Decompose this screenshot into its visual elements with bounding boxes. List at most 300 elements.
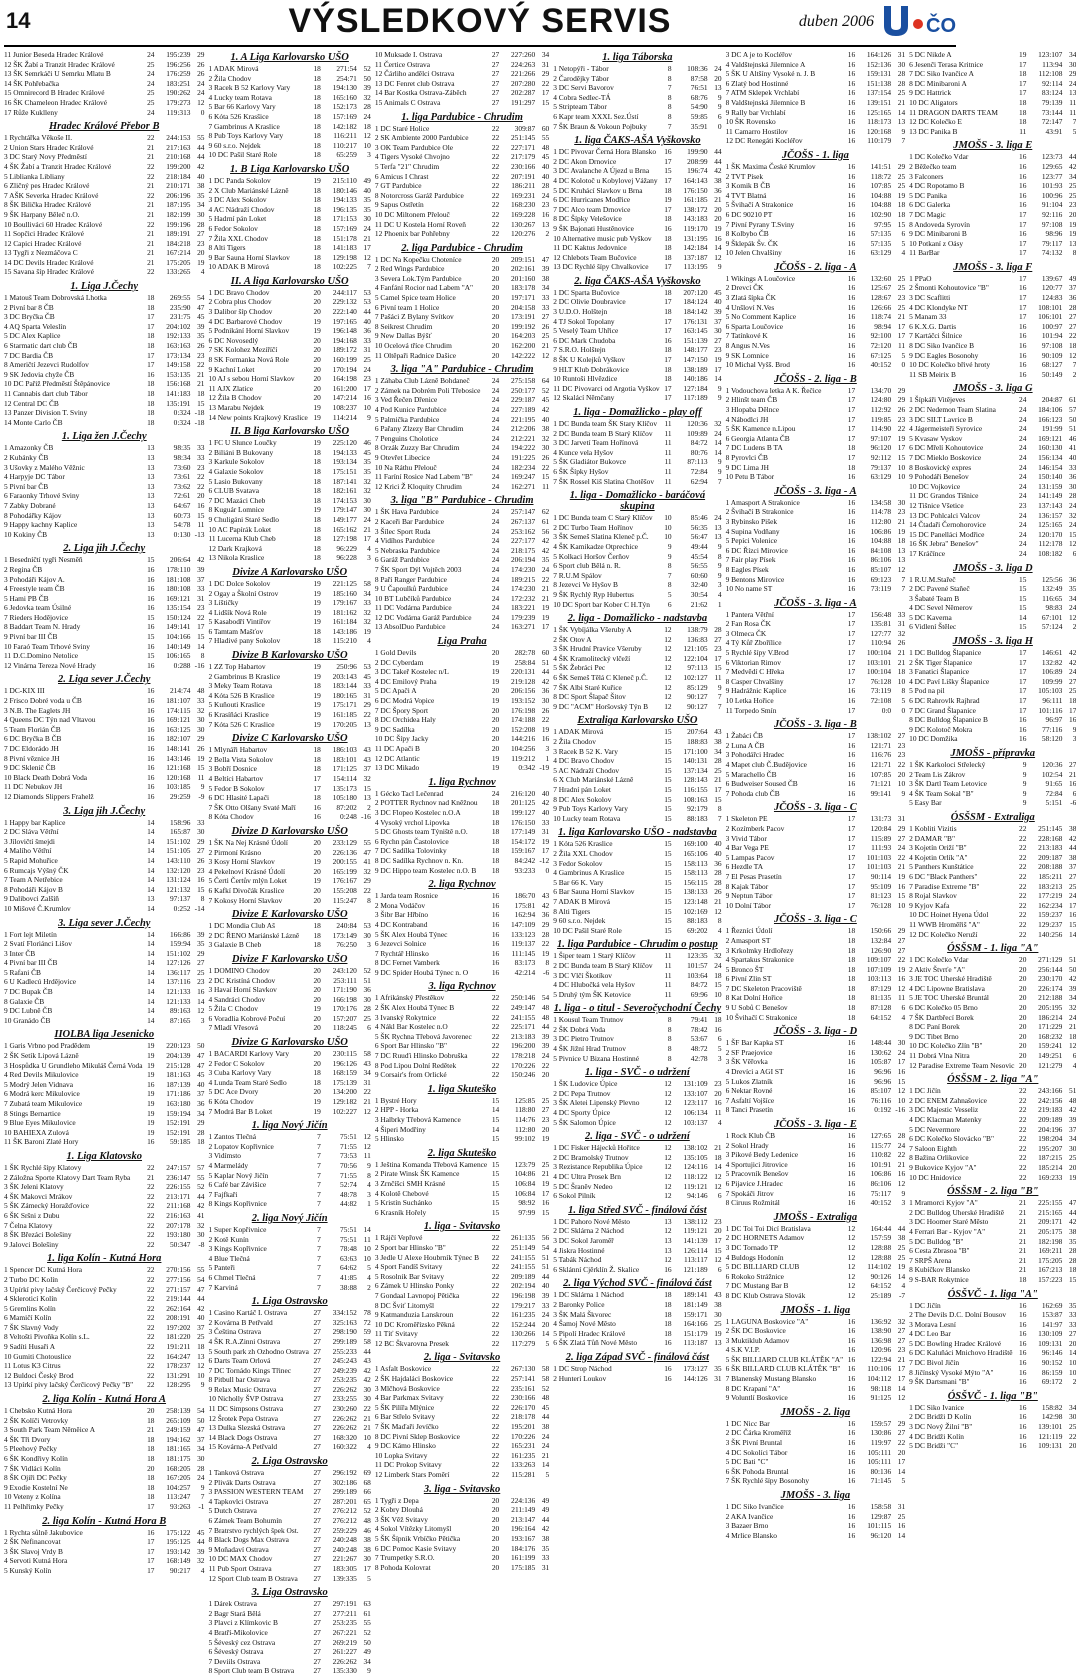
table-row: [726, 239, 906, 249]
league-table: [553, 1003, 721, 1063]
games-played: 27: [313, 1413, 321, 1423]
score: 159:194: [166, 1108, 191, 1118]
team-name: 9 ŠK Bajonati Hustěnovice: [553, 223, 634, 233]
games-played: 16: [847, 564, 856, 574]
table-row: [209, 1263, 371, 1273]
points: 6: [717, 111, 722, 121]
score: 135:154: [166, 603, 191, 613]
points: 19: [363, 626, 371, 636]
points: 9: [367, 412, 371, 422]
league-title: 3. liga "B" Pardubice - Chrudim: [390, 495, 534, 507]
team-name: 3 Vidímsto: [208, 1151, 241, 1161]
team-name: 1 DOMINO Chodov: [208, 965, 270, 975]
score: 181:163: [166, 1070, 191, 1080]
score: 56:55: [690, 561, 708, 571]
points: 31: [897, 50, 906, 59]
points: 42: [197, 1201, 205, 1211]
team-name: 7 Kóta 526 C Kraslice: [208, 719, 275, 729]
score: 209:189: [1038, 1115, 1063, 1124]
games-played: 12: [664, 692, 672, 702]
table-row: [4, 1201, 205, 1211]
table-row: [375, 846, 549, 856]
games-played: 21: [147, 257, 155, 267]
table-row: [909, 613, 1076, 623]
table-row: [553, 307, 721, 317]
score: 175:205: [1038, 1255, 1063, 1265]
games-played: 8: [667, 1053, 672, 1063]
games-played: 18: [313, 793, 321, 803]
team-name: 6 Budweiser Soused ČB: [725, 779, 798, 789]
games-played: 12: [664, 653, 672, 663]
team-name: 7 DC Sadílka Tolovinky: [374, 846, 447, 856]
team-name: 1 Casino Kartáč I. Ostrava: [208, 1308, 288, 1318]
team-name: 6 Chmel Tlečná: [208, 1272, 256, 1282]
table-row: [553, 795, 721, 805]
team-name: 11 Dobrá Vlna Nitra: [909, 1051, 970, 1061]
table-row: [553, 747, 721, 757]
score: 177:219: [1038, 891, 1063, 901]
score: 88:183: [687, 813, 708, 823]
games-played: 18: [313, 514, 321, 524]
games-played: 16: [847, 1511, 856, 1521]
score: 221:266: [510, 69, 536, 79]
score: 217:179: [510, 152, 536, 162]
points: 16: [1069, 715, 1076, 725]
table-row: [553, 176, 721, 186]
team-name: 2 Hlinšt team ČB: [725, 395, 778, 405]
games-played: 18: [313, 1077, 321, 1087]
team-name: 7 Modrá Bar B Loket: [208, 1106, 273, 1116]
points: 59: [363, 1327, 371, 1337]
points: 9: [717, 466, 722, 476]
table-row: [375, 555, 549, 565]
team-name: 3 Upírkí pivy lačský Čerčicový Pečky: [4, 1284, 117, 1294]
team-name: 12 Skalácí Němčany: [553, 393, 615, 403]
games-played: 16: [1019, 360, 1027, 370]
team-name: 7 Mladí Vřesová: [208, 1023, 259, 1033]
games-played: 22: [1019, 1143, 1027, 1153]
points: 17: [363, 383, 371, 393]
points: 19: [1069, 1172, 1076, 1182]
team-name: 10 Jelen Chvalšiny: [725, 248, 782, 258]
points: 37: [197, 1322, 205, 1332]
games-played: 18: [147, 293, 155, 303]
team-name: 12 DC Vodárna Garáž Pardubice: [374, 612, 472, 622]
score: 79:139: [1041, 97, 1063, 107]
points: 19: [197, 257, 205, 267]
table-row: [375, 143, 549, 153]
score: 218:178: [510, 1412, 536, 1422]
team-name: 6 Hezdle TA: [725, 862, 764, 872]
team-name: 8 Paří Ranger Pardubice: [374, 574, 447, 584]
score: 227:177: [510, 536, 536, 546]
table-row: [375, 696, 549, 706]
games-played: 24: [491, 385, 500, 395]
team-name: 1 Afrikánský Přestěkov: [374, 993, 445, 1003]
table-row: [375, 1374, 549, 1384]
team-name: 2 DC Nedemon Team Slatina: [909, 405, 996, 414]
games-played: 8: [667, 73, 672, 83]
table-row: [909, 1125, 1076, 1135]
team-name: 9 DC "ACM" Horšovský Týn B: [553, 701, 649, 711]
score: 70:56: [340, 1161, 357, 1170]
games-played: 22: [491, 1051, 500, 1061]
points: 7: [1072, 117, 1076, 127]
team-name: 8 Kings Kopřivnice: [208, 1199, 267, 1209]
score: 96:96: [874, 1076, 892, 1086]
table-row: [909, 360, 1076, 370]
table-row: [909, 1022, 1076, 1032]
table-row: [209, 1142, 371, 1152]
team-name: 6 Rychn pán Častolovice: [374, 836, 449, 846]
games-played: 8: [667, 1034, 672, 1044]
team-name: 11 BarBar: [909, 248, 940, 258]
table-row: [909, 1144, 1076, 1154]
points: 24: [363, 364, 371, 374]
team-name: 13 Dulka Slezská Ostrava: [208, 1423, 286, 1433]
team-name: 4 Sport Fandíš Svitavy: [374, 1262, 443, 1272]
table-row: [375, 1134, 549, 1144]
table-row: [209, 64, 371, 74]
team-name: 6 Kafkí Divočák Kraslice: [208, 885, 285, 895]
games-played: 18: [313, 681, 321, 691]
games-played: 27: [313, 1656, 321, 1666]
team-name: 5 Pepíci Volenice: [725, 536, 778, 546]
table-row: [553, 1255, 721, 1265]
score: 153:87: [1041, 1310, 1063, 1320]
score: 0:192: [874, 1105, 892, 1115]
games-played: 16: [847, 293, 856, 303]
team-name: 7 R.U.M Spálov: [553, 570, 602, 580]
score: 208:188: [1038, 862, 1063, 872]
score: 168:232: [1038, 1031, 1063, 1041]
table-row: [4, 108, 205, 118]
points: 32: [1069, 1003, 1076, 1013]
team-name: 4 Kojetin Orlík "A": [909, 852, 968, 862]
team-name: 3 DC Hoomer Staré Město: [909, 1217, 989, 1227]
table-row: [4, 866, 205, 876]
points: 37: [197, 574, 205, 584]
games-played: 16: [847, 229, 856, 239]
table-row: [553, 897, 721, 907]
team-name: 15 Omnirecord B Hradec Králové: [4, 88, 105, 98]
points: 21: [897, 516, 906, 526]
points: 51: [1069, 424, 1076, 434]
table-row: [4, 875, 205, 885]
table-row: [375, 603, 549, 613]
team-name: 5 Podnikání Horní Slavkov: [208, 326, 290, 336]
score: 148:177: [683, 345, 708, 355]
games-played: 16: [147, 641, 155, 651]
league-title: 2. liga Východ SVČ - finálová část: [563, 1278, 712, 1290]
points: 48: [541, 142, 550, 152]
table-row: [209, 307, 371, 317]
score: 38:88: [340, 1282, 357, 1292]
games-played: 18: [313, 131, 321, 141]
team-name: 9 DC Minibaroni B: [909, 229, 967, 239]
score: 64:62: [340, 1263, 357, 1273]
points: 20: [714, 1226, 722, 1236]
points: 5: [545, 1470, 550, 1479]
games-played: 27: [313, 1442, 321, 1452]
points: 30: [897, 1038, 906, 1048]
team-name: 4 Gambrinus A Kraslice: [553, 868, 625, 878]
score: 87:58: [690, 73, 708, 83]
games-played: 17: [847, 900, 856, 910]
team-name: 11 DC Nebukov JH: [4, 782, 63, 792]
score: 174:153: [332, 495, 357, 505]
points: 52: [363, 64, 371, 73]
points: 38: [363, 1544, 371, 1554]
points: 14: [197, 641, 205, 651]
team-name: 8 DC Orchidea Haly: [374, 715, 436, 725]
table-row: [375, 1301, 549, 1311]
team-name: 8 Eagles Písek: [725, 564, 769, 574]
points: 25: [897, 181, 906, 191]
games-played: 21: [1019, 1207, 1027, 1217]
team-name: 3 Karkule Sokolov: [208, 457, 265, 467]
table-row: [909, 1412, 1076, 1422]
points: 32: [897, 628, 906, 638]
team-name: 3 DC Flopeo Kostelec n.O.A: [374, 807, 461, 817]
table-row: [4, 706, 205, 716]
points: 9: [717, 561, 722, 571]
points: 0: [901, 705, 906, 715]
table-row: [4, 846, 205, 856]
games-played: 19: [313, 1004, 321, 1014]
table-row: [726, 507, 906, 517]
points: 15: [363, 783, 371, 793]
team-name: 9 S-BAR Rokytnice: [909, 1274, 969, 1284]
team-name: 5 Kuňouti Kraslice: [208, 700, 265, 710]
team-name: 15 Savana šíp Hradec Králové: [4, 267, 94, 277]
table-row: [209, 1468, 371, 1478]
team-name: 1 DC Nicc Bar: [725, 1418, 770, 1428]
games-played: 22: [147, 161, 155, 171]
games-played: 22: [491, 171, 500, 181]
score: 169:100: [683, 839, 708, 849]
team-name: 2 DC Akon Drnovice: [553, 156, 617, 166]
games-played: 22: [147, 171, 155, 181]
team-name: 8 Alti Tigers: [553, 906, 591, 916]
points: 22: [1069, 331, 1076, 341]
team-name: 2 Kozímberk Pacov: [725, 823, 785, 833]
score: 119:313: [166, 107, 191, 117]
score: 195:207: [1038, 1143, 1063, 1153]
team-name: 6 Pivní team 1 Holice: [374, 302, 440, 312]
score: 241:155: [510, 1262, 536, 1272]
games-played: 17: [1019, 696, 1027, 706]
table-row: [4, 1464, 205, 1474]
games-played: 16: [147, 791, 155, 801]
table-row: [4, 1041, 205, 1051]
league-table: [909, 383, 1076, 558]
team-name: 13 DC Mikado: [374, 763, 420, 773]
games-played: 16: [664, 147, 672, 157]
points: 16: [897, 1521, 906, 1531]
table-row: [375, 613, 549, 623]
team-name: 1 Wikings A Loučovice: [725, 273, 796, 283]
team-name: 1 PPaO: [909, 273, 932, 283]
team-name: 7 Paradise Extreme "B": [909, 881, 980, 891]
games-played: 15: [664, 925, 672, 935]
team-name: 9 Šklepák Šv. ČK: [725, 238, 779, 248]
games-played: 19: [491, 657, 500, 667]
score: 151:102: [166, 948, 191, 958]
league-title: Divize A Karlovarsko UŠO: [232, 566, 348, 578]
games-played: 18: [313, 457, 321, 467]
score: 249:159: [166, 1425, 191, 1435]
points: 44: [197, 1537, 205, 1547]
table-row: [209, 755, 371, 765]
table-row: [4, 1182, 205, 1192]
points: 30: [363, 495, 371, 505]
table-row: [209, 793, 371, 803]
table-row: [209, 803, 371, 813]
games-played: 15: [664, 848, 672, 858]
table-row: [375, 1013, 549, 1023]
team-name: 4 Cobra Sedlec-TÁ: [553, 92, 611, 102]
points: 34: [197, 1444, 205, 1454]
team-name: 6 Zámek U Hlinsko Ponky: [374, 1281, 455, 1291]
points: 16: [897, 881, 906, 891]
games-played: 16: [491, 891, 500, 901]
team-name: 8 Kóta Chodov: [208, 812, 254, 822]
points: 25: [1069, 181, 1076, 191]
table-row: [209, 1366, 371, 1376]
points: 21: [714, 896, 722, 906]
points: 21: [363, 524, 371, 534]
team-name: 4 AQ Sparta Veleslín: [4, 321, 67, 331]
table-row: [726, 181, 906, 191]
table-row: [909, 248, 1076, 258]
points: 41: [363, 857, 371, 867]
games-played: 16: [147, 584, 155, 594]
score: 69:172: [1041, 1377, 1063, 1387]
table-row: [4, 69, 205, 79]
team-name: 8 Seikrest Chrudim: [374, 321, 433, 331]
games-played: 15: [491, 1115, 500, 1124]
team-name: 8 Pyrovlci ČB: [725, 452, 768, 462]
score: 176:259: [166, 69, 191, 79]
team-name: 6 DC Kolečko 05 Brno: [909, 1003, 978, 1013]
team-name: 7 Fajfkaři: [208, 1189, 238, 1199]
team-name: 9 Happy kachny Kaplice: [4, 520, 78, 530]
points: 36: [714, 185, 722, 195]
games-played: 21: [147, 229, 155, 239]
team-name: 5 Nebraska Pardubice: [374, 545, 440, 555]
points: 42: [1069, 161, 1076, 171]
points: 39: [197, 1546, 205, 1556]
table-row: [4, 1444, 205, 1454]
games-played: 11: [664, 428, 672, 438]
table-row: [909, 1198, 1076, 1208]
table-row: [4, 312, 205, 322]
points: 25: [363, 1013, 371, 1023]
league-title: 1. liga Pardubice - Chrudim o postup: [557, 939, 718, 951]
score: 152:191: [166, 1118, 191, 1128]
score: 160:322: [332, 1442, 357, 1452]
table-row: [726, 415, 906, 425]
score: 114:78: [870, 507, 892, 517]
score: 299:189: [332, 1336, 357, 1346]
score: 106:101: [1038, 312, 1063, 322]
games-played: 24: [147, 107, 155, 117]
points: 14: [897, 1530, 906, 1540]
games-played: 16: [1019, 1431, 1027, 1441]
score: 75:117: [870, 1188, 892, 1198]
table-row: [726, 1531, 906, 1541]
games-played: 24: [1019, 452, 1027, 462]
table-row: [726, 395, 906, 405]
table-row: [4, 210, 205, 220]
table-row: [909, 511, 1076, 521]
games-played: 20: [313, 345, 321, 355]
score: 107:109: [866, 964, 892, 974]
games-played: 18: [313, 150, 321, 160]
points: 22: [897, 1150, 906, 1160]
games-played: 27: [313, 1356, 321, 1366]
points: 40: [1069, 452, 1076, 462]
team-name: 1 DC Toi Toi Dicí Bratislava: [725, 1223, 811, 1233]
team-name: 7 ADAK B Mirová: [553, 896, 611, 906]
score: 309:87: [514, 123, 536, 133]
table-row: [909, 648, 1076, 658]
team-name: 1 Spencer DC Kutná Hora: [4, 1265, 82, 1275]
table-row: [375, 395, 549, 405]
games-played: 16: [847, 1438, 856, 1448]
games-played: 18: [664, 243, 672, 253]
points: 28: [197, 1463, 205, 1473]
points: 15: [197, 398, 205, 408]
table-row: [4, 1089, 205, 1099]
table-row: [375, 1105, 549, 1115]
games-played: 15: [664, 887, 672, 897]
team-name: 11 DC Grandos Tišnice: [909, 491, 979, 501]
games-played: 18: [313, 486, 321, 496]
games-played: 8: [667, 1044, 672, 1054]
team-name: 2 POTTER Rychnov nad Kněžnou: [374, 798, 478, 808]
score: 103:113: [867, 974, 892, 984]
points: 15: [714, 1245, 722, 1255]
games-played: 12: [664, 701, 672, 711]
team-name: 1 Super Kopřivnice: [208, 1224, 267, 1234]
table-row: [726, 696, 906, 706]
table-row: [4, 782, 205, 792]
score: 121:71: [870, 760, 892, 769]
team-name: 4 ŠK R.A.Zinni Ostrava: [208, 1336, 281, 1346]
score: 134:58: [870, 497, 892, 507]
table-row: [209, 326, 371, 336]
points: 25: [363, 355, 371, 365]
team-name: 8 Rojal Slavkov: [909, 891, 957, 901]
table-row: [375, 434, 549, 444]
league-title: 1. Liga Ostravsko: [251, 1296, 328, 1308]
league-title: 3. liga "A" Pardubice - Chrudim: [390, 364, 534, 376]
league-table: [375, 364, 549, 491]
table-row: [909, 1265, 1076, 1275]
points: 29: [197, 50, 205, 59]
score: 159:94: [169, 939, 191, 949]
team-name: 11 SB Meirix B: [909, 369, 956, 379]
score: 334:152: [332, 1308, 357, 1318]
points: 19: [897, 190, 906, 200]
table-row: [553, 1182, 721, 1192]
games-played: 8: [667, 102, 672, 112]
table-row: [726, 619, 906, 629]
table-row: [726, 555, 906, 565]
team-name: 6 DC Hlasité Lapači: [208, 793, 270, 803]
